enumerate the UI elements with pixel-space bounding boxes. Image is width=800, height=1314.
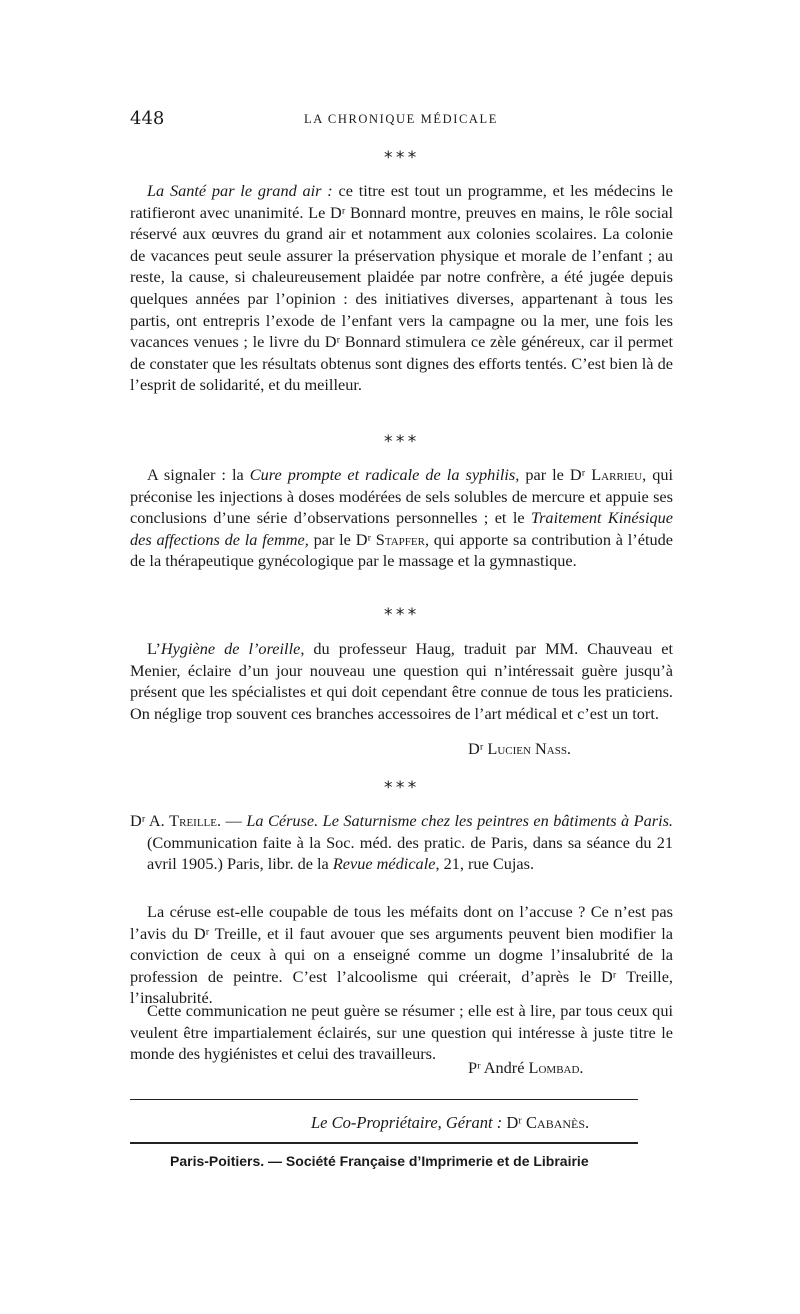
text-run: Dʳ xyxy=(502,1113,527,1132)
text-run: par le Dʳ xyxy=(308,529,376,549)
text-run: , qui préconise les injections à doses modérées de sels solubles de mercure et appuie ses conclusions d’une série d’observations personnelles ; et le xyxy=(130,465,673,528)
signature-name: Lombad. xyxy=(528,1058,584,1077)
book-title: Hygiène de l’oreille, xyxy=(160,639,305,658)
text-run: A signaler : la xyxy=(147,465,250,484)
text-run: par le Dʳ xyxy=(519,465,592,484)
gerant-name: Cabanès. xyxy=(526,1113,590,1132)
paragraph-sante-grand-air xyxy=(130,180,673,396)
page-header xyxy=(130,108,660,132)
text-run: Pʳ André xyxy=(468,1058,529,1077)
book-title: Cure prompte et radicale de la syphilis, xyxy=(249,465,520,484)
book-title: La Céruse. Le Saturnisme chez les peintres en bâtiments à Paris. xyxy=(246,811,673,830)
text-run: Dʳ A. xyxy=(130,811,170,830)
text-run: , 21, rue Cujas. xyxy=(435,854,535,874)
section-separator: * * * xyxy=(384,605,417,625)
text-run: L’ xyxy=(147,639,161,658)
footer-gerant xyxy=(311,1113,589,1133)
divider-rule xyxy=(130,1099,638,1100)
paragraph-communication: Cette communication ne peut guère se résumer ; elle est à lire, par tous ceux qui veulent être impartialement éclairés, sur une question qui intéresse à juste titre le monde des hygiénistes et celui des travailleurs. xyxy=(130,1001,673,1064)
text-run: du professeur Haug, traduit par MM. Chauveau et Menier, éclaire d’un jour nouveau une question qui n’intéressait guère jusqu’à présent que les spécialistes et qui doit cependant être connue de tous les praticiens. On néglige trop souvent ces branches accessoires de l’art médical et c’est un tort. xyxy=(130,639,673,723)
text-run: (Communication faite à la Soc. méd. des pratic. de Paris, dans sa séance du 21 avril 1905.) Paris, libr. de la xyxy=(147,832,673,874)
journal-title: Revue médicale xyxy=(332,854,436,874)
divider-rule xyxy=(130,1142,638,1144)
signature-lombad xyxy=(468,1058,584,1078)
signature-nass xyxy=(468,739,571,759)
signature-name: Lucien Nass. xyxy=(487,739,572,758)
text-run: Dʳ xyxy=(468,739,488,758)
printer-imprint: Paris-Poitiers. — Société Française d’Imprimerie et de Librairie xyxy=(170,1153,589,1169)
book-title: La Santé par le grand air : xyxy=(147,181,333,200)
author-name: Larrieu xyxy=(591,465,643,484)
author-name: Stapfer xyxy=(375,529,425,549)
paragraph-syphilis xyxy=(130,464,673,572)
running-title: LA CHRONIQUE MÉDICALE xyxy=(304,112,499,126)
paragraph-ceruse: La céruse est-elle coupable de tous les méfaits dont on l’accuse ? Ce n’est pas l’avis du Dʳ Treille, et il faut avouer que ses arguments peuvent bien modifier la conviction de ceux à qui on a enseigné comme un dogme l’insalubrité de la profession de peintre. C’est l’alcoolisme qui créerait, d’après le Dʳ Treille, l’insalubrité. xyxy=(130,902,673,1008)
paragraph-hygiene-oreille xyxy=(130,638,673,724)
page-number: 448 xyxy=(130,108,165,129)
paragraph-text: ce titre est tout un programme, et les médecins le ratifieront avec unanimité. Le Dʳ Bonnard montre, preuves en mains, le rôle social réservé aux œuvres du grand air et notamment aux colonies scolaires. La colonie de vacances peut seule assurer la préservation physique et morale de l’enfant ; au reste, la cause, si chaleureusement plaidée par notre confrère, a été jugée depuis quelques années par l’opinion : des initiatives diverses, appartenant à tous les partis, ont entrepris l’exode de l’enfant vers la campagne ou la mer, une fois les vacances venues ; le livre du Dʳ Bonnard stimulera ce zèle généreux, car il permet de constater que les résultats obtenus sont dignes des efforts tentés. C’est bien là de l’esprit de solidarité, et du meilleur. xyxy=(130,181,673,395)
section-separator: * * * xyxy=(384,778,417,798)
section-separator: * * * xyxy=(384,432,417,452)
bibliographic-entry xyxy=(130,810,673,875)
text-run: — xyxy=(221,811,247,830)
book-title: Traitement Kinésique des affections de la femme, xyxy=(130,508,673,549)
gerant-label: Le Co-Propriétaire, Gérant : xyxy=(311,1113,503,1132)
author-name: Treille. xyxy=(169,811,222,830)
section-separator: * * * xyxy=(384,148,417,168)
text-run: , qui apporte sa contribution à l’étude de la thérapeutique gynécologique par le massage et la gymnastique. xyxy=(130,529,673,571)
